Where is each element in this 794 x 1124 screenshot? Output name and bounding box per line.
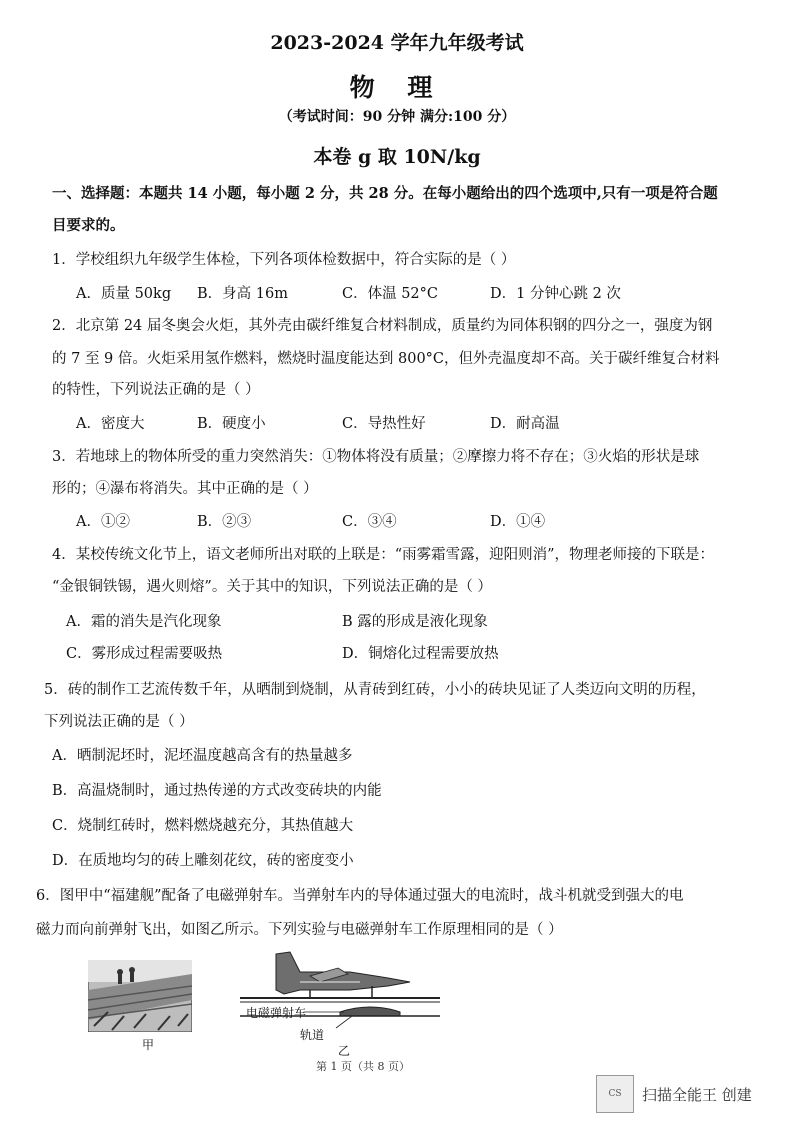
q3-stem-line1: 3．若地球上的物体所受的重力突然消失：①物体将没有质量；②摩擦力将不存在；③火焰的形状是球: [52, 449, 700, 465]
g-note: 本卷 g 取 10N/kg: [313, 146, 481, 168]
q5-stem-line1: 5．砖的制作工艺流传数千年，从晒制到烧制，从青砖到红砖，小小的砖块见证了人类迈向文明的历程，: [44, 682, 706, 698]
figure-jia-label: 甲: [142, 1038, 155, 1052]
q2-option-c: C．导热性好: [342, 416, 426, 432]
q2-option-a: A．密度大: [76, 416, 145, 432]
watermark-text: 扫描全能王 创建: [642, 1085, 752, 1104]
q6-stem-line2: 磁力而向前弹射飞出，如图乙所示。下列实验与电磁弹射车工作原理相同的是（ ）: [36, 922, 563, 938]
figure-jia-photo: [88, 960, 192, 1032]
q5-option-d: D．在质地均匀的砖上雕刻花纹，砖的密度变小: [52, 853, 354, 869]
q2-stem-line2: 的 7 至 9 倍。火炬采用氢作燃料，燃烧时温度能达到 800°C，但外壳温度却不高。关于碳纤维复合材料: [52, 351, 720, 367]
track-label: 轨道: [300, 1028, 325, 1042]
exam-title: 2023-2024 学年九年级考试: [270, 32, 524, 54]
q6-stem-line1: 6．图甲中“福建舰”配备了电磁弹射车。当弹射车内的导体通过强大的电流时，战斗机就受到强大的电: [36, 888, 684, 904]
q3-option-c: C．③④: [342, 514, 397, 530]
figure-yi-label: 乙: [338, 1044, 351, 1058]
q5-option-b: B．高温烧制时，通过热传递的方式改变砖块的内能: [52, 783, 382, 799]
q4-option-a: A．霜的消失是汽化现象: [66, 614, 222, 630]
q2-stem-line1: 2．北京第 24 届冬奥会火炬，其外壳由碳纤维复合材料制成，质量约为同体积钢的四分之一，强度为钢: [52, 318, 713, 334]
catapult-label: 电磁弹射车: [246, 1006, 307, 1020]
q5-option-c: C．烧制红砖时，燃料燃烧越充分，其热值越大: [52, 818, 354, 834]
page-footer: 第 1 页（共 8 页）: [316, 1060, 410, 1073]
section-heading-line2: 目要求的。: [52, 217, 125, 234]
scanner-logo-icon: CS: [596, 1075, 634, 1113]
q1-option-a: A．质量 50kg: [76, 286, 172, 302]
q1-stem: 1．学校组织九年级学生体检，下列各项体检数据中，符合实际的是（ ）: [52, 252, 516, 268]
q3-option-a: A．①②: [76, 514, 130, 530]
q3-stem-line2: 形的；④瀑布将消失。其中正确的是（ ）: [52, 481, 318, 497]
q4-option-d: D．铜熔化过程需要放热: [342, 646, 499, 662]
figure-yi-diagram: [240, 946, 440, 1046]
q1-option-c: C．体温 52°C: [342, 286, 438, 302]
q3-option-d: D．①④: [490, 514, 546, 530]
q4-option-b: B 露的形成是液化现象: [342, 614, 488, 630]
q5-stem-line2: 下列说法正确的是（ ）: [44, 714, 194, 730]
q2-option-b: B．硬度小: [197, 416, 266, 432]
q1-option-b: B．身高 16m: [197, 286, 288, 302]
time-info: （考试时间：90 分钟 满分:100 分）: [278, 109, 516, 125]
q2-stem-line3: 的特性，下列说法正确的是（ ）: [52, 382, 260, 398]
section-heading-line1: 一、选择题：本题共 14 小题，每小题 2 分，共 28 分。在每小题给出的四个选项中,只有一项是符合题: [52, 185, 718, 202]
q4-stem-line1: 4．某校传统文化节上，语文老师所出对联的上联是：“雨雾霜雪露，迎阳则消”，物理老师接的下联是：: [52, 547, 715, 563]
subject-title: 物 理: [349, 73, 445, 102]
q3-option-b: B．②③: [197, 514, 252, 530]
scanner-watermark: [596, 1076, 776, 1112]
q2-option-d: D．耐高温: [490, 416, 560, 432]
q5-option-a: A．晒制泥坯时，泥坯温度越高含有的热量越多: [52, 748, 353, 764]
q4-stem-line2: “金银铜铁锡，遇火则熔”。关于其中的知识，下列说法正确的是（ ）: [52, 579, 492, 595]
q1-option-d: D．1 分钟心跳 2 次: [490, 286, 621, 302]
q4-option-c: C．雾形成过程需要吸热: [66, 646, 223, 662]
